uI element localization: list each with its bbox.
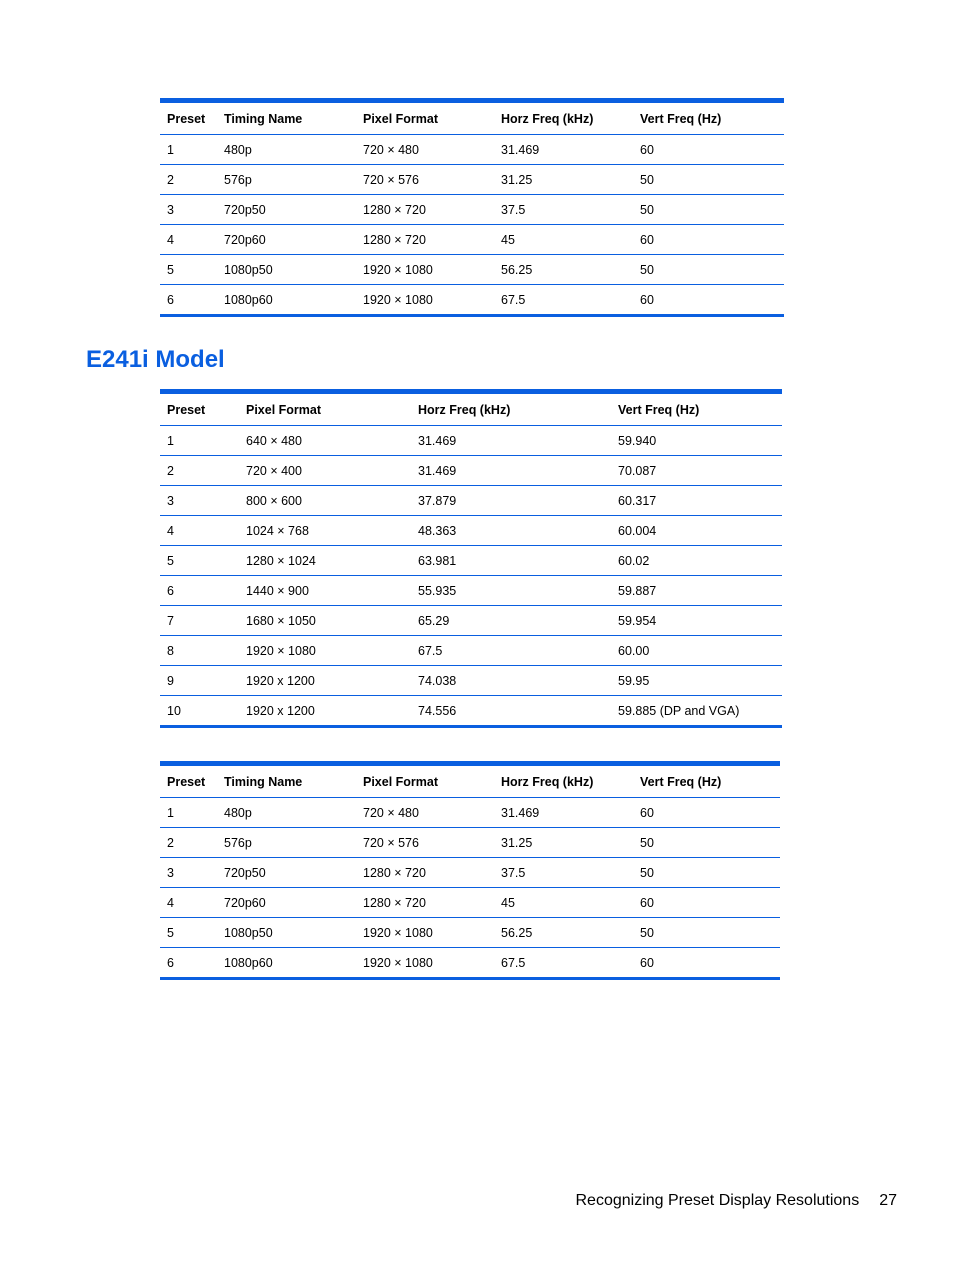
- cell-pixel-format: 1920 × 1080: [239, 636, 411, 666]
- column-header-preset: Preset: [160, 101, 217, 135]
- timing-table-top: [160, 98, 784, 317]
- cell-pixel-format: 1280 × 720: [356, 888, 494, 918]
- cell-preset: 6: [167, 955, 174, 970]
- cell-pixel-format: 720 × 480: [356, 135, 494, 165]
- column-header-horz-freq: Horz Freq (kHz): [494, 101, 633, 135]
- cell-horz-freq: 67.5: [501, 955, 526, 970]
- cell-pixel-format: 1920 × 1080: [356, 255, 494, 285]
- cell-preset: 6: [167, 292, 174, 307]
- cell-preset: 1: [160, 135, 217, 165]
- cell-horz-freq: 48.363: [411, 516, 611, 546]
- cell-horz-freq: 37.5: [494, 195, 633, 225]
- cell-pixel-format: 720 × 576: [356, 165, 494, 195]
- cell-pixel-format: 720 × 576: [356, 828, 494, 858]
- table-header-row: [160, 392, 782, 426]
- cell-vert-freq: 60: [633, 135, 784, 165]
- column-header-pixel-format: Pixel Format: [356, 101, 494, 135]
- cell-preset: 2: [160, 828, 217, 858]
- table-row: [160, 828, 780, 858]
- cell-pixel-format: 1280 × 720: [356, 225, 494, 255]
- page-footer: [576, 1190, 898, 1212]
- table-row: [160, 918, 780, 948]
- cell-pixel-format: 1440 × 900: [239, 576, 411, 606]
- cell-vert-freq: 59.887: [611, 576, 782, 606]
- cell-preset: 6: [160, 576, 239, 606]
- cell-pixel-format: 1280 × 1024: [239, 546, 411, 576]
- cell-vert-freq: 60.00: [611, 636, 782, 666]
- column-header-vert-freq: Vert Freq (Hz): [633, 764, 780, 798]
- cell-vert-freq: 60: [633, 888, 780, 918]
- cell-horz-freq: 65.29: [411, 606, 611, 636]
- table-header-row: [160, 101, 784, 135]
- cell-vert-freq: 50: [633, 165, 784, 195]
- table-row: [160, 798, 780, 828]
- cell-horz-freq: 56.25: [494, 255, 633, 285]
- table-header-row: [160, 764, 780, 798]
- cell-horz-freq: 31.469: [494, 135, 633, 165]
- cell-pixel-format: 1280 × 720: [356, 858, 494, 888]
- cell-pixel-format: 640 × 480: [239, 426, 411, 456]
- cell-pixel-format: 720 × 400: [239, 456, 411, 486]
- table-row: [160, 666, 782, 696]
- cell-pixel-format: 720 × 480: [356, 798, 494, 828]
- cell-pixel-format: 800 × 600: [239, 486, 411, 516]
- cell-preset: 1: [160, 426, 239, 456]
- cell-horz-freq: 31.469: [411, 456, 611, 486]
- cell-vert-freq: 60: [640, 955, 654, 970]
- cell-preset: 5: [160, 255, 217, 285]
- cell-horz-freq: 31.25: [494, 165, 633, 195]
- table-row: [160, 255, 784, 285]
- cell-pixel-format: 1920 × 1080: [356, 918, 494, 948]
- cell-pixel-format: 1920 × 1080: [363, 292, 433, 307]
- column-header-preset: Preset: [160, 764, 217, 798]
- table-row: [160, 456, 782, 486]
- cell-vert-freq: 50: [633, 858, 780, 888]
- cell-timing-name: 480p: [217, 135, 356, 165]
- timing-table-bottom: [160, 761, 780, 980]
- cell-horz-freq: 74.038: [411, 666, 611, 696]
- table-row: [160, 888, 780, 918]
- cell-horz-freq: 31.469: [411, 426, 611, 456]
- table-row: [160, 426, 782, 456]
- cell-vert-freq: 50: [633, 195, 784, 225]
- cell-pixel-format: 1280 × 720: [356, 195, 494, 225]
- cell-timing-name: 720p60: [217, 225, 356, 255]
- cell-horz-freq: 37.5: [494, 858, 633, 888]
- cell-preset: 7: [160, 606, 239, 636]
- cell-timing-name: 576p: [217, 165, 356, 195]
- cell-pixel-format: 1920 x 1200: [239, 666, 411, 696]
- footer-title: Recognizing Preset Display Resolutions: [575, 1192, 860, 1209]
- cell-horz-freq: 37.879: [411, 486, 611, 516]
- preset-table-e241i: [160, 389, 782, 728]
- table-row: [160, 858, 780, 888]
- cell-preset: 4: [160, 225, 217, 255]
- cell-vert-freq: 60: [640, 292, 654, 307]
- table-row: [160, 636, 782, 666]
- cell-vert-freq: 59.95: [611, 666, 782, 696]
- cell-horz-freq: 67.5: [501, 292, 526, 307]
- cell-vert-freq: 60: [633, 798, 780, 828]
- column-header-timing-name: Timing Name: [217, 764, 356, 798]
- cell-preset: 5: [160, 546, 239, 576]
- cell-preset: 3: [160, 486, 239, 516]
- cell-vert-freq: 59.885 (DP and VGA): [618, 703, 740, 718]
- column-header-horz-freq: Horz Freq (kHz): [411, 392, 611, 426]
- cell-preset: 10: [167, 703, 181, 718]
- table-row: [160, 195, 784, 225]
- column-header-timing-name: Timing Name: [217, 101, 356, 135]
- page-number: 27: [879, 1192, 897, 1209]
- table-row: [160, 606, 782, 636]
- cell-timing-name: 480p: [217, 798, 356, 828]
- cell-vert-freq: 59.954: [611, 606, 782, 636]
- cell-horz-freq: 55.935: [411, 576, 611, 606]
- cell-timing-name: 576p: [217, 828, 356, 858]
- column-header-pixel-format: Pixel Format: [356, 764, 494, 798]
- table-row: [160, 135, 784, 165]
- cell-horz-freq: 45: [494, 225, 633, 255]
- cell-timing-name: 720p50: [217, 195, 356, 225]
- cell-preset: 4: [160, 888, 217, 918]
- cell-vert-freq: 60.004: [611, 516, 782, 546]
- column-header-horz-freq: Horz Freq (kHz): [494, 764, 633, 798]
- table-row: [160, 546, 782, 576]
- cell-timing-name: 1080p60: [224, 955, 273, 970]
- cell-vert-freq: 70.087: [611, 456, 782, 486]
- table-row: [160, 486, 782, 516]
- cell-vert-freq: 50: [633, 828, 780, 858]
- cell-preset: 5: [160, 918, 217, 948]
- cell-horz-freq: 63.981: [411, 546, 611, 576]
- cell-preset: 4: [160, 516, 239, 546]
- table-row: [160, 165, 784, 195]
- cell-pixel-format: 1680 × 1050: [239, 606, 411, 636]
- table-row: [160, 696, 782, 727]
- cell-horz-freq: 74.556: [418, 703, 457, 718]
- section-heading: E241i Model: [86, 346, 225, 373]
- cell-vert-freq: 59.940: [611, 426, 782, 456]
- cell-timing-name: 1080p50: [217, 918, 356, 948]
- cell-preset: 2: [160, 165, 217, 195]
- cell-preset: 3: [160, 858, 217, 888]
- cell-timing-name: 720p50: [217, 858, 356, 888]
- cell-horz-freq: 67.5: [411, 636, 611, 666]
- cell-preset: 2: [160, 456, 239, 486]
- cell-preset: 9: [160, 666, 239, 696]
- cell-vert-freq: 60: [633, 225, 784, 255]
- table-row: [160, 225, 784, 255]
- column-header-vert-freq: Vert Freq (Hz): [611, 392, 782, 426]
- cell-horz-freq: 31.469: [494, 798, 633, 828]
- cell-horz-freq: 45: [494, 888, 633, 918]
- table-row: [160, 516, 782, 546]
- cell-horz-freq: 56.25: [494, 918, 633, 948]
- cell-vert-freq: 50: [633, 255, 784, 285]
- cell-timing-name: 720p60: [217, 888, 356, 918]
- cell-timing-name: 1080p60: [224, 292, 273, 307]
- cell-vert-freq: 60.317: [611, 486, 782, 516]
- table-row: [160, 285, 784, 316]
- cell-pixel-format: 1920 × 1080: [363, 955, 433, 970]
- cell-vert-freq: 50: [633, 918, 780, 948]
- column-header-vert-freq: Vert Freq (Hz): [633, 101, 784, 135]
- table-row: [160, 948, 780, 979]
- cell-preset: 1: [160, 798, 217, 828]
- cell-preset: 8: [160, 636, 239, 666]
- cell-horz-freq: 31.25: [494, 828, 633, 858]
- cell-timing-name: 1080p50: [217, 255, 356, 285]
- cell-vert-freq: 60.02: [611, 546, 782, 576]
- cell-pixel-format: 1920 x 1200: [246, 703, 315, 718]
- cell-pixel-format: 1024 × 768: [239, 516, 411, 546]
- cell-preset: 3: [160, 195, 217, 225]
- column-header-pixel-format: Pixel Format: [239, 392, 411, 426]
- table-row: [160, 576, 782, 606]
- column-header-preset: Preset: [160, 392, 239, 426]
